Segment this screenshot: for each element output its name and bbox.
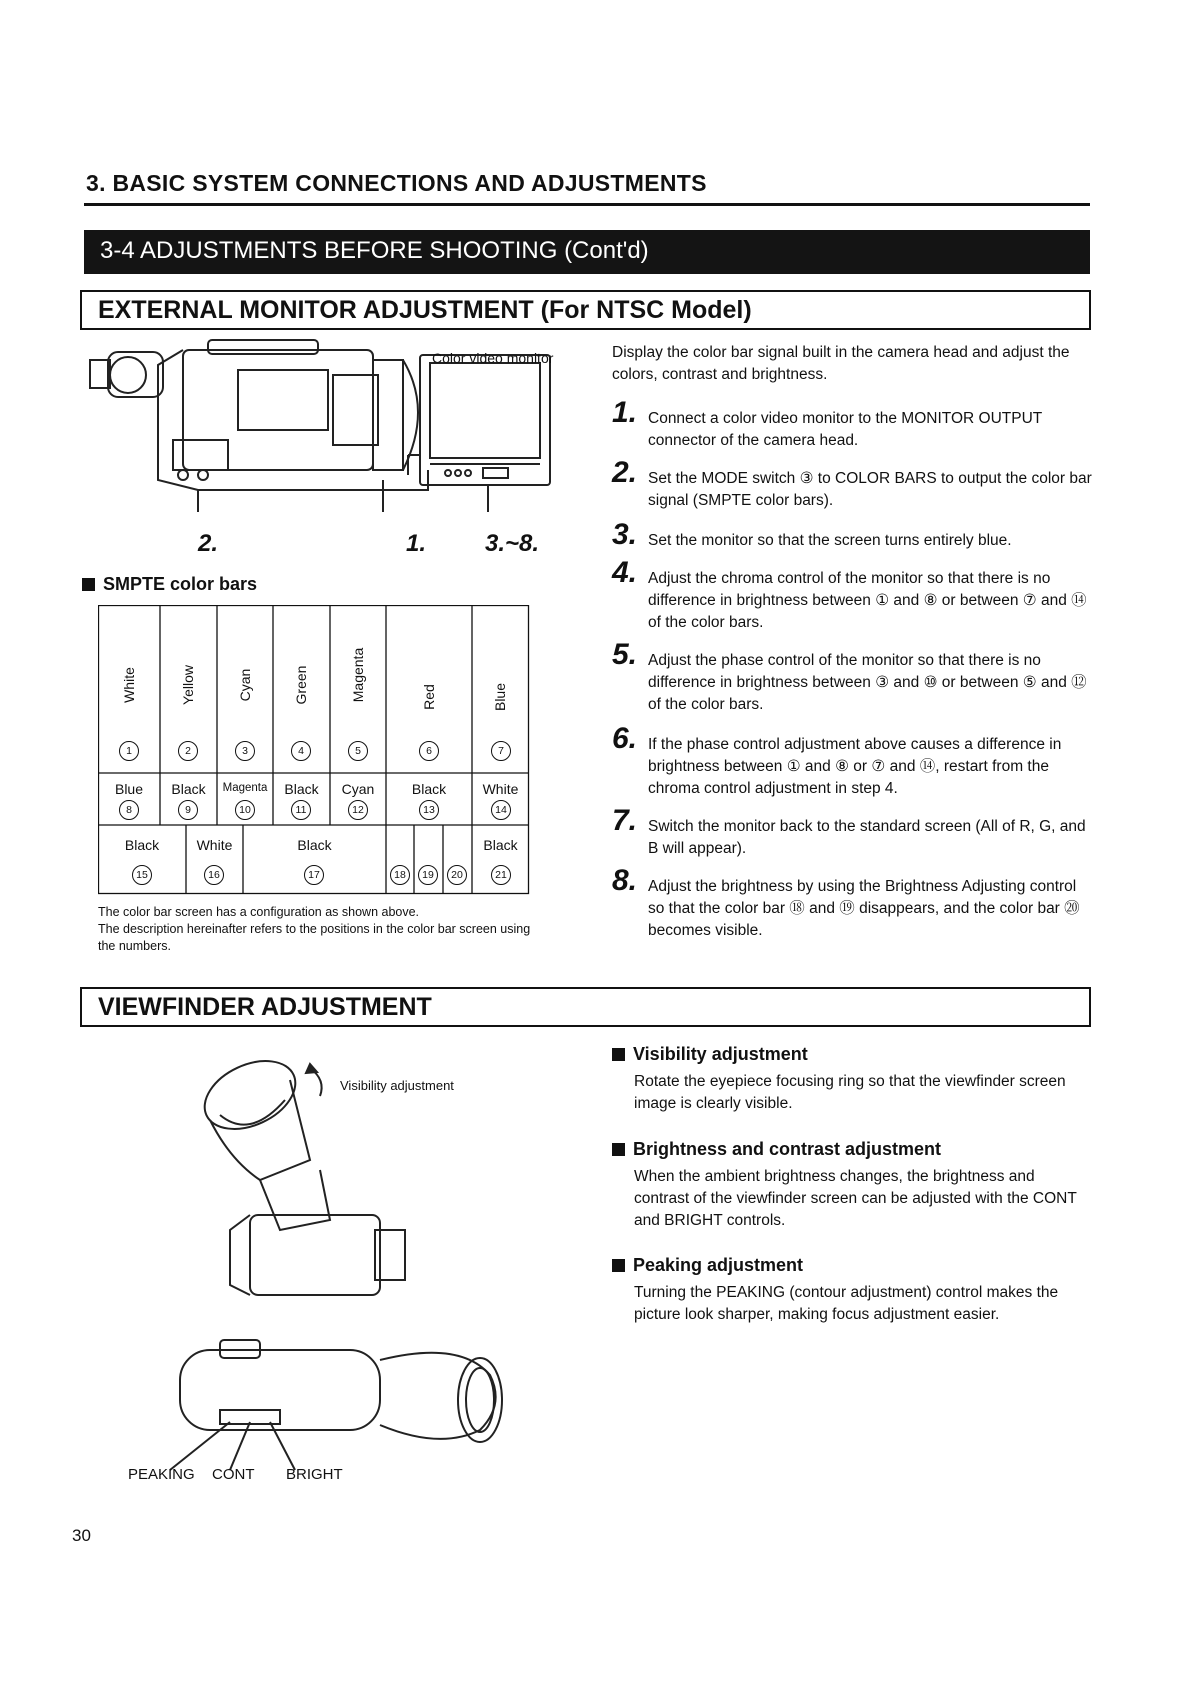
callout-3-8: 3.~8. [485,530,540,557]
bar-label-white: White [121,667,137,703]
bar-label-black-9: Black [171,781,206,797]
section-banner-text: 3-4 ADJUSTMENTS BEFORE SHOOTING (Cont'd) [100,237,649,264]
bar-label-blue-8: Blue [114,781,144,797]
bar-number-9: 9 [178,800,198,820]
chapter-rule [84,203,1090,206]
bar-number-19: 19 [418,865,438,885]
bar-label-white-16: White [196,837,233,853]
bar-label-black-17: Black [297,837,332,853]
bar-number-3: 3 [235,741,255,761]
bar-label-yellow: Yellow [180,665,196,705]
bar-label-magenta: Magenta [350,647,366,703]
bar-number-6: 6 [419,741,439,761]
brightness-contrast-text: When the ambient brightness changes, the brightness and contrast of the viewfinder screen can be adjusted with the CONT and BRIGHT controls. [634,1168,1077,1229]
table-note-1: The color bar screen has a configuration as shown above. [98,905,420,919]
monitor-intro: Display the color bar signal built in the camera head and adjust the colors, contrast and brightness. [612,344,1070,383]
step-text: Set the MODE switch ③ to COLOR BARS to output the color bar signal (SMPTE color bars). [648,470,1092,509]
step-2 [612,456,1092,514]
step-8 [612,864,1092,944]
peaking-heading: Peaking adjustment [612,1255,803,1276]
step-text: If the phase control adjustment above causes a difference in brightness between ① and ⑧ or ⑦ and ⑭, restart from the chroma control adjustment in step 4. [648,736,1062,797]
bullet-square-icon [82,578,95,591]
visibility-text: Rotate the eyepiece focusing ring so that the viewfinder screen image is clearly visible. [634,1073,1066,1112]
bullet-square-icon [612,1143,625,1156]
peaking-text: Turning the PEAKING (contour adjustment) control makes the picture look sharper, making focus adjustment easier. [634,1284,1059,1323]
bar-number-21: 21 [491,865,511,885]
step-5 [612,638,1092,718]
step-text: Connect a color video monitor to the MONITOR OUTPUT connector of the camera head. [648,410,1042,449]
bar-label-black-11: Black [284,781,319,797]
step-number: 1. [612,396,638,429]
step-text: Switch the monitor back to the standard screen (All of R, G, and B will appear). [648,818,1086,857]
bar-label-black-15: Black [124,837,160,853]
step-4 [612,556,1092,636]
visibility-heading: Visibility adjustment [612,1044,808,1065]
step-number: 4. [612,556,638,589]
viewfinder-heading: VIEWFINDER ADJUSTMENT [80,987,1091,1027]
external-monitor-heading: EXTERNAL MONITOR ADJUSTMENT (For NTSC Model) [80,290,1091,330]
callout-1: 1. [406,530,427,557]
step-6 [612,722,1092,802]
bar-number-12: 12 [348,800,368,820]
bar-label-magenta-10: Magenta [222,782,268,794]
smpte-heading: SMPTE color bars [82,574,257,595]
bar-label-red: Red [421,684,437,710]
step-text: Set the monitor so that the screen turns entirely blue. [648,532,1012,549]
bar-number-17: 17 [304,865,324,885]
step-1 [612,396,1092,454]
smpte-color-bar-table [98,605,530,895]
bar-label-cyan: Cyan [237,668,253,702]
step-number: 7. [612,804,638,837]
bar-number-1: 1 [119,741,139,761]
viewfinder-bottom-illustration [130,1330,520,1480]
bar-number-5: 5 [348,741,368,761]
bar-number-4: 4 [291,741,311,761]
page-number: 30 [72,1526,91,1545]
bar-number-2: 2 [178,741,198,761]
step-3 [612,518,1092,554]
step-number: 8. [612,864,638,897]
step-text: Adjust the brightness by using the Brightness Adjusting control so that the color bar ⑱ and ⑲ disappears, and the color bar ⑳ becomes visible. [648,878,1080,939]
step-number: 3. [612,518,638,551]
visibility-label: Visibility adjustment [340,1078,454,1093]
bar-label-green: Green [293,665,309,705]
peaking-label: PEAKING [128,1466,195,1483]
bright-label: BRIGHT [286,1466,343,1483]
step-7 [612,804,1092,862]
step-text: Adjust the chroma control of the monitor so that there is no difference in brightness between ① and ⑧ or between ⑦ and ⑭ of the color bars. [648,570,1087,631]
bar-label-white-14: White [482,781,519,797]
bar-label-black-21: Black [483,837,518,853]
step-number: 6. [612,722,638,755]
bar-number-14: 14 [491,800,511,820]
table-note-2: The description hereinafter refers to the positions in the color bar screen using the numbers. [98,922,531,953]
bar-number-13: 13 [419,800,439,820]
brightness-contrast-heading: Brightness and contrast adjustment [612,1139,941,1160]
step-text: Adjust the phase control of the monitor so that there is no difference in brightness between ③ and ⑩ or between ⑤ and ⑫ of the color bars. [648,652,1087,713]
bar-number-18: 18 [390,865,410,885]
bar-label-black-13: Black [411,781,447,797]
step-number: 2. [612,456,638,489]
bar-label-blue: Blue [492,682,508,712]
bar-number-16: 16 [204,865,224,885]
cont-label: CONT [212,1466,255,1483]
chapter-title: 3. BASIC SYSTEM CONNECTIONS AND ADJUSTMENTS [86,170,707,196]
step-number: 5. [612,638,638,671]
bar-number-20: 20 [447,865,467,885]
bar-number-7: 7 [491,741,511,761]
callout-2: 2. [198,530,219,557]
bar-number-10: 10 [235,800,255,820]
bar-number-8: 8 [119,800,139,820]
monitor-label: Color video monitor [432,350,554,366]
bar-label-cyan-12: Cyan [341,781,375,797]
bar-number-15: 15 [132,865,152,885]
bullet-square-icon [612,1048,625,1061]
bar-number-11: 11 [291,800,311,820]
bullet-square-icon [612,1259,625,1272]
